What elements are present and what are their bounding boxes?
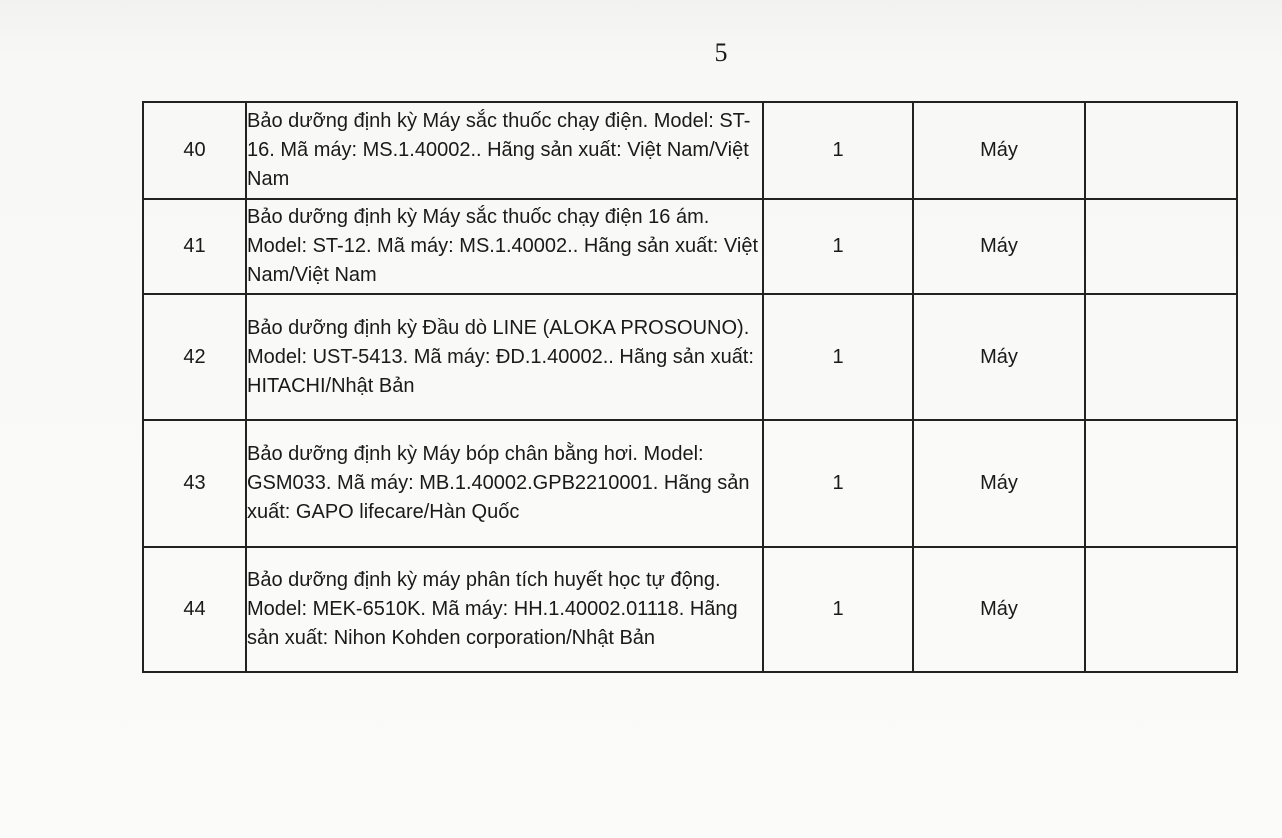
row-number: 42 — [143, 294, 246, 420]
items-table — [142, 101, 1238, 673]
row-note — [1085, 294, 1237, 420]
table-row — [143, 102, 1237, 199]
page-number: 5 — [714, 38, 728, 67]
row-note — [1085, 102, 1237, 199]
row-description-text: Bảo dưỡng định kỳ máy phân tích huyết học tự động. Model: MEK-6510K. Mã máy: HH.1.40002.01118. Hãng sản xuất: Nihon Kohden corporation/Nhật Bản — [247, 569, 738, 649]
row-quantity: 1 — [763, 199, 913, 294]
row-note — [1085, 547, 1237, 672]
row-quantity: 1 — [763, 420, 913, 547]
row-unit: Máy — [913, 547, 1085, 672]
row-description — [246, 199, 763, 294]
row-description — [246, 102, 763, 199]
row-description-text: Bảo dưỡng định kỳ Máy bóp chân bằng hơi. Model: GSM033. Mã máy: MB.1.40002.GPB2210001. Hãng sản xuất: GAPO lifecare/Hàn Quốc — [247, 443, 750, 523]
row-number: 43 — [143, 420, 246, 547]
row-number: 41 — [143, 199, 246, 294]
row-description — [246, 547, 763, 672]
row-description — [246, 420, 763, 547]
table-row — [143, 420, 1237, 547]
row-number: 44 — [143, 547, 246, 672]
row-unit: Máy — [913, 102, 1085, 199]
row-unit: Máy — [913, 199, 1085, 294]
table-row — [143, 294, 1237, 420]
row-quantity: 1 — [763, 547, 913, 672]
table-row — [143, 547, 1237, 672]
row-description — [246, 294, 763, 420]
row-number: 40 — [143, 102, 246, 199]
row-description-text: Bảo dưỡng định kỳ Đầu dò LINE (ALOKA PROSOUNO). Model: UST-5413. Mã máy: ĐD.1.40002.. Hãng sản xuất: HITACHI/Nhật Bản — [247, 316, 754, 397]
row-description-text: Bảo dưỡng định kỳ Máy sắc thuốc chạy điện 16 ám. Model: ST-12. Mã máy: MS.1.40002.. Hãng sản xuất: Việt Nam/Việt Nam — [247, 206, 759, 286]
row-unit: Máy — [913, 420, 1085, 547]
row-note — [1085, 420, 1237, 547]
row-note — [1085, 199, 1237, 294]
table-row — [143, 199, 1237, 294]
row-description-text: Bảo dưỡng định kỳ Máy sắc thuốc chạy điện. Model: ST-16. Mã máy: MS.1.40002.. Hãng sản xuất: Việt Nam/Việt Nam — [247, 110, 751, 190]
row-quantity: 1 — [763, 294, 913, 420]
row-quantity: 1 — [763, 102, 913, 199]
row-unit: Máy — [913, 294, 1085, 420]
